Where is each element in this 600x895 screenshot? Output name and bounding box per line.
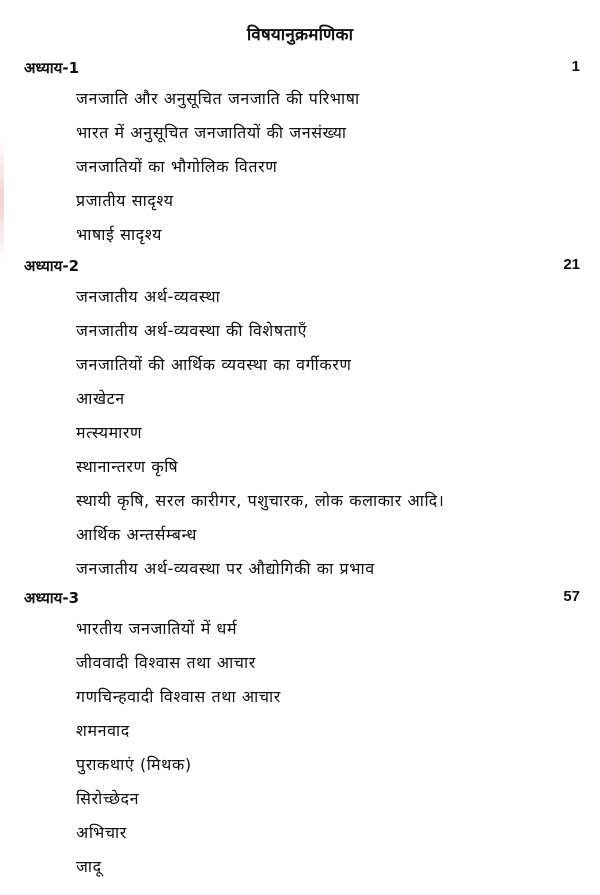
chapter-heading [0, 58, 600, 82]
toc-entry: सिरोच्छेदन [76, 789, 140, 808]
toc-entry: आखेटन [76, 389, 125, 408]
toc-entry: भारत में अनुसूचित जनजातियों की जनसंख्या [76, 123, 347, 142]
toc-entry: अभिचार [76, 823, 127, 842]
chapter-2 [0, 256, 600, 586]
toc-entry: जादू [76, 857, 102, 876]
toc-entry: पुराकथाएं (मिथक) [76, 755, 192, 774]
chapter-page-number: 21 [563, 256, 580, 273]
toc-entry: जनजातियों का भौगोलिक वितरण [76, 157, 278, 176]
toc-entry: जनजाति और अनुसूचित जनजाति की परिभाषा [76, 89, 360, 108]
toc-entry: गणचिन्हवादी विश्वास तथा आचार [76, 687, 281, 706]
page-title: विषयानुक्रमणिका [246, 25, 354, 45]
chapter-page-number: 57 [563, 588, 580, 605]
toc-entry: जीववादी विश्वास तथा आचार [76, 653, 256, 672]
chapter-label: अध्याय-2 [24, 257, 80, 275]
toc-entry: जनजातीय अर्थ-व्यवस्था की विशेषताएँ [76, 321, 308, 340]
chapter-topics [0, 280, 600, 586]
toc-entry: जनजातीय अर्थ-व्यवस्था पर औद्योगिकी का प्रभाव [76, 559, 375, 578]
chapter-1 [0, 58, 600, 252]
toc-entry: प्रजातीय सादृश्य [76, 191, 174, 210]
toc-entry: जनजातियों की आर्थिक व्यवस्था का वर्गीकरण [76, 355, 352, 374]
chapter-heading [0, 588, 600, 612]
toc-entry: शमनवाद [76, 721, 130, 740]
toc-entry: मत्स्यमारण [76, 423, 143, 442]
toc-entry: स्थानान्तरण कृषि [76, 457, 179, 476]
toc-entry: भारतीय जनजातियों में धर्म [76, 619, 238, 638]
chapter-page-number: 1 [571, 58, 580, 75]
toc-entry: स्थायी कृषि, सरल कारीगर, पशुचारक, लोक कलाकार आदि। [76, 491, 445, 510]
toc-entry: भाषाई सादृश्य [76, 225, 163, 244]
chapter-topics [0, 612, 600, 884]
toc-entry: जनजातीय अर्थ-व्यवस्था [76, 287, 221, 306]
chapter-topics [0, 82, 600, 252]
chapter-3 [0, 588, 600, 884]
toc-entry: आर्थिक अन्तर्सम्बन्ध [76, 525, 197, 544]
chapter-heading [0, 256, 600, 280]
chapter-label: अध्याय-3 [24, 589, 80, 607]
chapter-label: अध्याय-1 [24, 59, 80, 77]
